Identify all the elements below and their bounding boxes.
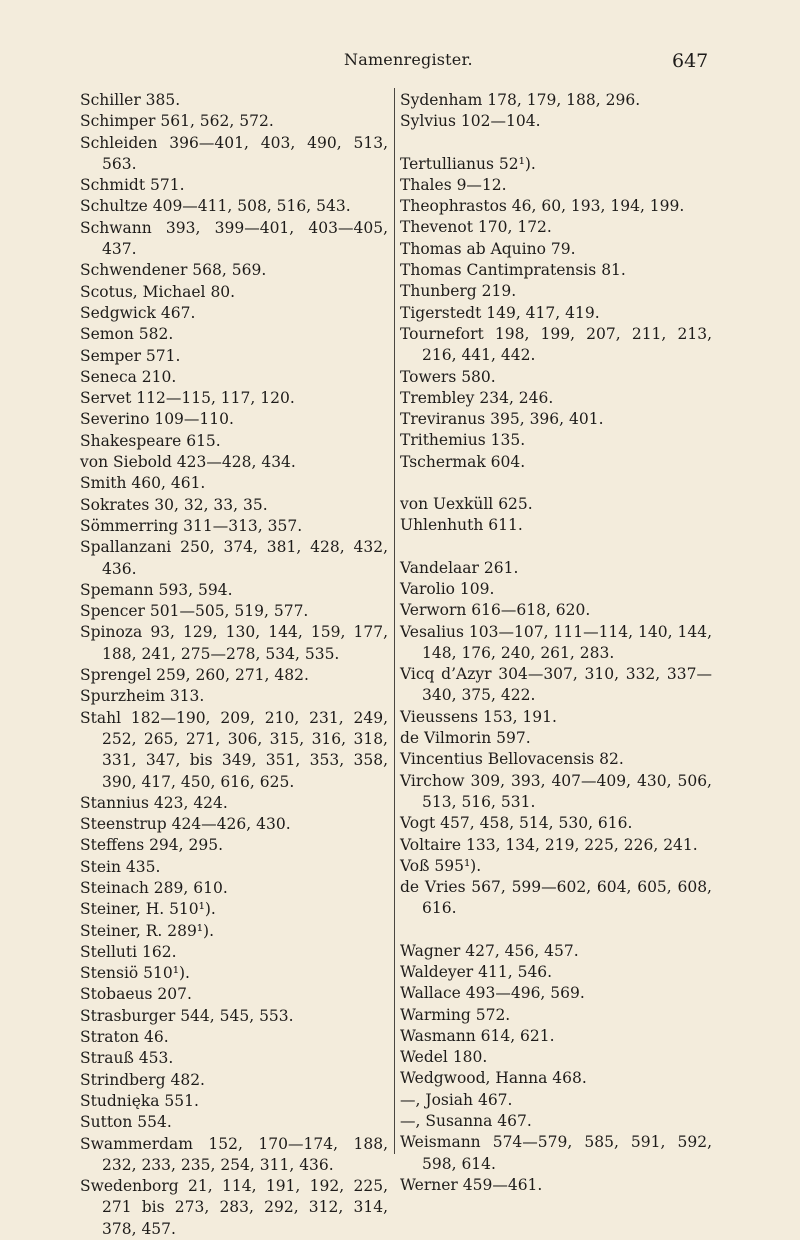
index-entry: von Uexküll 625.	[400, 495, 533, 514]
right-column	[400, 90, 712, 1196]
index-entry: Tschermak 604.	[400, 452, 526, 471]
index-entry: Servet 112—115, 117, 120.	[80, 389, 295, 408]
index-entry: Verworn 616—618, 620.	[400, 601, 591, 620]
index-entry: Schwann 393, 399—401, 403—405, 437.	[80, 218, 388, 259]
column-divider	[394, 88, 395, 1154]
index-entry: Uhlenhuth 611.	[400, 516, 523, 535]
index-entry: Tournefort 198, 199, 207, 211, 213, 216, 441, 442.	[400, 324, 712, 365]
index-entry: Sedgwick 467.	[80, 303, 196, 322]
index-entry: Towers 580.	[400, 367, 496, 386]
index-entry: Wagner 427, 456, 457.	[400, 941, 579, 960]
index-entry: Wasmann 614, 621.	[400, 1026, 555, 1045]
index-entry: Strauß 453.	[80, 1049, 174, 1068]
index-entry: von Siebold 423—428, 434.	[80, 453, 296, 472]
index-entry: Sutton 554.	[80, 1113, 172, 1132]
letter-group-gap	[400, 473, 712, 494]
index-entry: Severino 109—110.	[80, 410, 234, 429]
index-entry: de Vries 567, 599—602, 604, 605, 608, 616.	[400, 878, 712, 918]
index-entry: Sylvius 102—104.	[400, 112, 541, 131]
index-entry: Vandelaar 261.	[400, 558, 519, 577]
index-entry: Waldeyer 411, 546.	[400, 962, 553, 981]
index-entry: Schwendener 568, 569.	[80, 261, 267, 280]
index-entry: Steinach 289, 610.	[80, 878, 228, 897]
index-entry: Schleiden 396—401, 403, 490, 513, 563.	[80, 133, 388, 173]
index-entry: Stannius 423, 424.	[80, 793, 228, 812]
index-entry: Vesalius 103—107, 111—114, 140, 144, 148, 176, 240, 261, 283.	[400, 622, 712, 662]
letter-group-gap	[400, 920, 712, 941]
index-entry: Steiner, H. 510¹).	[80, 900, 216, 919]
index-entry: Trithemius 135.	[400, 431, 526, 450]
index-entry: Treviranus 395, 396, 401.	[400, 410, 604, 429]
index-entry: Wallace 493—496, 569.	[400, 984, 585, 1003]
index-entry: Wedel 180.	[400, 1048, 488, 1067]
index-entry: Spurzheim 313.	[80, 687, 205, 706]
index-entry: Swammerdam 152, 170—174, 188, 232, 233, 235, 254, 311, 436.	[80, 1134, 388, 1174]
index-entry: Semon 582.	[80, 325, 174, 344]
index-entry: Varolio 109.	[400, 579, 495, 598]
letter-group-gap	[400, 133, 712, 154]
index-entry: Spencer 501—505, 519, 577.	[80, 602, 309, 621]
index-entry: Voß 595¹).	[400, 856, 482, 875]
index-entry: Voltaire 133, 134, 219, 225, 226, 241.	[400, 835, 698, 854]
index-entry: Werner 459—461.	[400, 1175, 543, 1194]
index-entry: Virchow 309, 393, 407—409, 430, 506, 513, 516, 531.	[400, 771, 712, 811]
index-entry: Schultze 409—411, 508, 516, 543.	[80, 197, 351, 216]
index-entry: Semper 571.	[80, 346, 181, 365]
index-entry: Stobaeus 207.	[80, 985, 192, 1004]
running-title: Namenregister.	[344, 50, 473, 69]
index-entry: Wedgwood, Hanna 468.	[400, 1069, 587, 1088]
page-number: 647	[672, 50, 709, 72]
index-entry: Tigerstedt 149, 417, 419.	[400, 303, 600, 322]
index-entry: Thales 9—12.	[400, 175, 507, 194]
left-column	[80, 90, 388, 1240]
index-entry: Sömmerring 311—313, 357.	[80, 516, 303, 535]
index-entry: Swedenborg 21, 114, 191, 192, 225, 271 bis 273, 283, 292, 312, 314, 378, 457.	[80, 1177, 388, 1238]
index-entry: Stein 435.	[80, 857, 161, 876]
index-entry: Sydenham 178, 179, 188, 296.	[400, 91, 641, 109]
index-entry: Thunberg 219.	[400, 282, 517, 301]
index-entry: Spinoza 93, 129, 130, 144, 159, 177, 188, 241, 275—278, 534, 535.	[80, 623, 388, 663]
index-entry: Vieussens 153, 191.	[400, 707, 557, 726]
index-entry: Strindberg 482.	[80, 1070, 205, 1089]
index-entry: Schmidt 571.	[80, 176, 185, 195]
index-entry: Smith 460, 461.	[80, 474, 206, 493]
index-entry: Spallanzani 250, 374, 381, 428, 432, 436.	[80, 538, 388, 578]
index-entry: Sokrates 30, 32, 33, 35.	[80, 495, 268, 514]
index-entry: Tertullianus 52¹).	[400, 154, 536, 173]
index-entry: Theophrastos 46, 60, 193, 194, 199.	[400, 197, 685, 216]
index-entry: Stelluti 162.	[80, 942, 177, 961]
index-entry: Thevenot 170, 172.	[400, 218, 552, 237]
index-entry: Spemann 593, 594.	[80, 580, 233, 599]
index-entry: Straton 46.	[80, 1028, 169, 1047]
index-entry: Schiller 385.	[80, 91, 181, 109]
index-entry: Vincentius Bellovacensis 82.	[400, 750, 624, 769]
index-entry: —, Josiah 467.	[400, 1090, 513, 1109]
index-entry: Warming 572.	[400, 1005, 511, 1024]
index-entry: Steffens 294, 295.	[80, 836, 224, 855]
index-entry: Steenstrup 424—426, 430.	[80, 815, 291, 834]
index-entry: Thomas Cantimpratensis 81.	[400, 261, 626, 280]
index-entry: Schimper 561, 562, 572.	[80, 112, 274, 131]
index-entry: Stensiö 510¹).	[80, 964, 190, 983]
index-entry: Studnięka 551.	[80, 1091, 199, 1110]
index-entry: Trembley 234, 246.	[400, 388, 554, 407]
index-entry: —, Susanna 467.	[400, 1112, 532, 1131]
index-entry: Steiner, R. 289¹).	[80, 921, 214, 940]
index-entry: de Vilmorin 597.	[400, 729, 531, 748]
index-entry: Weismann 574—579, 585, 591, 592, 598, 614.	[400, 1133, 712, 1173]
index-entry: Thomas ab Aquino 79.	[400, 239, 576, 258]
letter-group-gap	[400, 537, 712, 558]
index-entry: Scotus, Michael 80.	[80, 282, 236, 301]
index-entry: Stahl 182—190, 209, 210, 231, 249, 252, 265, 271, 306, 315, 316, 318, 331, 347, bis 349, 351, 353, 358, 390, 417, 450, 616, 625.	[80, 708, 388, 791]
index-entry: Strasburger 544, 545, 553.	[80, 1006, 294, 1025]
index-entry: Sprengel 259, 260, 271, 482.	[80, 666, 309, 685]
index-entry: Seneca 210.	[80, 367, 177, 386]
index-entry: Vicq d’Azyr 304—307, 310, 332, 337—340, 375, 422.	[400, 665, 712, 705]
index-entry: Shakespeare 615.	[80, 431, 221, 450]
index-entry: Vogt 457, 458, 514, 530, 616.	[400, 814, 633, 833]
